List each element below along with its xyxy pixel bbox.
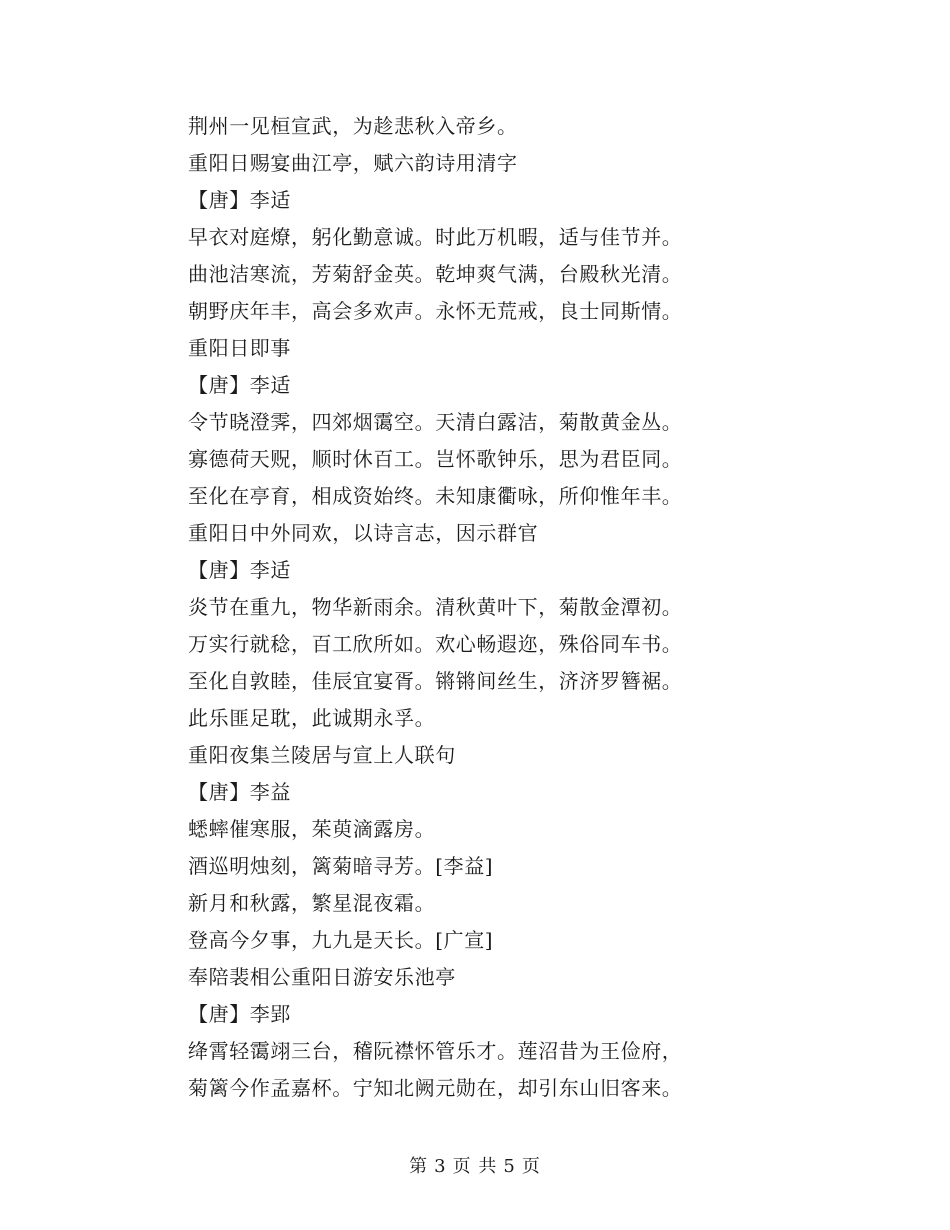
poem-author: 【唐】李郢 (188, 1002, 291, 1026)
text-line: 酒巡明烛刻，篱菊暗寻芳。[李益] (188, 854, 494, 878)
poem-author: 【唐】李适 (188, 188, 291, 212)
text-line: 至化在亭育，相成资始终。未知康衢咏，所仰惟年丰。 (188, 484, 683, 508)
page-footer (0, 1152, 950, 1178)
text-line: 寡德荷天贶，顺时休百工。岂怀歌钟乐，思为君臣同。 (188, 447, 683, 471)
poem-author: 【唐】李益 (188, 780, 291, 804)
poem-author: 【唐】李适 (188, 558, 291, 582)
total-page-count: 5 (503, 1156, 516, 1177)
poem-title: 奉陪裴相公重阳日游安乐池亭 (188, 965, 456, 989)
poem-title: 重阳日赐宴曲江亭，赋六韵诗用清字 (188, 151, 518, 175)
text-line: 至化自敦睦，佳辰宜宴胥。锵锵间丝生，济济罗簪裾。 (188, 669, 683, 693)
text-line: 蟋蟀催寒服，茱萸滴露房。 (188, 817, 436, 841)
text-line: 荆州一见桓宣武，为趁悲秋入帝乡。 (188, 114, 518, 138)
text-line: 曲池洁寒流，芳菊舒金英。乾坤爽气满，台殿秋光清。 (188, 262, 683, 286)
text-line: 新月和秋露，繁星混夜霜。 (188, 891, 436, 915)
text-line: 菊篱今作孟嘉杯。宁知北阙元勋在，却引东山旧客来。 (188, 1076, 683, 1100)
text-line: 此乐匪足耽，此诚期永孚。 (188, 706, 436, 730)
text-line: 绛霄轻霭翊三台，稽阮襟怀管乐才。莲沼昔为王俭府， (188, 1039, 683, 1063)
footer-prefix: 第 (409, 1156, 429, 1177)
footer-suffix: 页 (521, 1156, 541, 1177)
footer-middle: 页 共 (452, 1156, 498, 1177)
text-line: 朝野庆年丰，高会多欢声。永怀无荒戒，良士同斯情。 (188, 299, 683, 323)
poem-title: 重阳日中外同欢，以诗言志，因示群官 (188, 521, 539, 545)
poem-title: 重阳夜集兰陵居与宣上人联句 (188, 743, 456, 767)
poem-author: 【唐】李适 (188, 373, 291, 397)
text-line: 早衣对庭燎，躬化勤意诚。时此万机暇，适与佳节并。 (188, 225, 683, 249)
poem-text-block (188, 108, 908, 1107)
text-line: 令节晓澄霁，四郊烟霭空。天清白露洁，菊散黄金丛。 (188, 410, 683, 434)
text-line: 万实行就稔，百工欣所如。欢心畅遐迩，殊俗同车书。 (188, 632, 683, 656)
current-page-number: 3 (434, 1156, 447, 1177)
poem-title: 重阳日即事 (188, 336, 291, 360)
text-line: 登高今夕事，九九是天长。[广宣] (188, 928, 494, 952)
text-line: 炎节在重九，物华新雨余。清秋黄叶下，菊散金潭初。 (188, 595, 683, 619)
